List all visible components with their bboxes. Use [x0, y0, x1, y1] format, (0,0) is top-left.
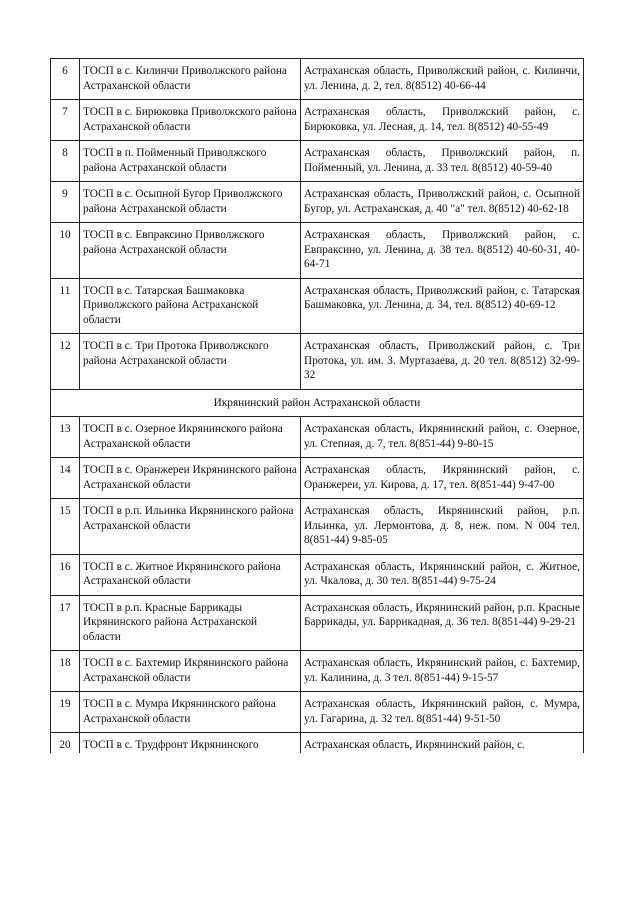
table-row [51, 278, 584, 334]
row-number: 12 [51, 334, 80, 390]
row-number: 13 [51, 417, 80, 458]
office-address: Астраханская область, Икрянинский район, с. [301, 733, 584, 753]
table-row [51, 100, 584, 141]
table-row [51, 692, 584, 733]
office-address: Астраханская область, Приволжский район, с. Килинчи, ул. Ленина, д. 2, тел. 8(8512) 40-66-44 [301, 59, 584, 100]
table-row [51, 595, 584, 651]
office-address: Астраханская область, Икрянинский район, с. Житное, ул. Чкалова, д. 30 тел. 8(851-44) 9-75-24 [301, 554, 584, 595]
row-number: 17 [51, 595, 80, 651]
row-number: 19 [51, 692, 80, 733]
table-row [51, 733, 584, 753]
office-address: Астраханская область, Икрянинский район, с. Мумра, ул. Гагарина, д. 32 тел. 8(851-44) 9-51-50 [301, 692, 584, 733]
section-title: Икрянинский район Астраханской области [51, 389, 584, 417]
row-number: 9 [51, 182, 80, 223]
row-number: 14 [51, 458, 80, 499]
office-name: ТОСП в с. Бирюковка Приволжского района Астраханской области [80, 100, 301, 141]
table-row [51, 458, 584, 499]
office-name: ТОСП в с. Оранжереи Икрянинского района Астраханской области [80, 458, 301, 499]
table-row [51, 223, 584, 279]
office-name: ТОСП в с. Евпраксино Приволжского района Астраханской области [80, 223, 301, 279]
table-row [51, 141, 584, 182]
office-name: ТОСП в с. Килинчи Приволжского района Астраханской области [80, 59, 301, 100]
office-name: ТОСП в п. Пойменный Приволжского района Астраханской области [80, 141, 301, 182]
office-name: ТОСП в с. Мумра Икрянинского района Астраханской области [80, 692, 301, 733]
table-row [51, 182, 584, 223]
table-row [51, 554, 584, 595]
office-name: ТОСП в с. Бахтемир Икрянинского района Астраханской области [80, 651, 301, 692]
office-address: Астраханская область, Икрянинский район, с. Бахтемир, ул. Калинина, д. 3 тел. 8(851-44) 9-15-57 [301, 651, 584, 692]
office-name: ТОСП в с. Татарская Башмаковка Приволжского района Астраханской области [80, 278, 301, 334]
row-number: 7 [51, 100, 80, 141]
office-name: ТОСП в с. Трудфронт Икрянинского [80, 733, 301, 753]
office-address: Астраханская область, Икрянинский район, с. Озерное, ул. Степная, д. 7, тел. 8(851-44) 9-80-15 [301, 417, 584, 458]
office-address: Астраханская область, Приволжский район, с. Осыпной Бугор, ул. Астраханская, д. 40 "а" тел. 8(8512) 40-62-18 [301, 182, 584, 223]
tosp-table [50, 58, 584, 753]
office-address: Астраханская область, Приволжский район, с. Бирюковка, ул. Лесная, д. 14, тел. 8(8512) 40-55-49 [301, 100, 584, 141]
row-number: 10 [51, 223, 80, 279]
office-address: Астраханская область, Икрянинский район, р.п. Красные Баррикады, ул. Баррикадная, д. 36 тел. 8(851-44) 9-29-21 [301, 595, 584, 651]
office-name: ТОСП в р.п. Красные Баррикады Икрянинского района Астраханской области [80, 595, 301, 651]
office-address: Астраханская область, Икрянинский район, р.п. Ильинка, ул. Лермонтова, д. 8, неж. пом. N 004 тел. 8(851-44) 9-85-05 [301, 499, 584, 555]
office-name: ТОСП в с. Осыпной Бугор Приволжского района Астраханской области [80, 182, 301, 223]
table-section [51, 389, 584, 417]
table-row [51, 59, 584, 100]
section-row [51, 389, 584, 417]
office-address: Астраханская область, Приволжский район, с. Три Протока, ул. им. З. Муртазаева, д. 20 тел. 8(8512) 32-99-32 [301, 334, 584, 390]
office-name: ТОСП в с. Озерное Икрянинского района Астраханской области [80, 417, 301, 458]
office-address: Астраханская область, Икрянинский район, с. Оранжереи, ул. Кирова, д. 17, тел. 8(851-44) 9-47-00 [301, 458, 584, 499]
row-number: 16 [51, 554, 80, 595]
row-number: 8 [51, 141, 80, 182]
office-address: Астраханская область, Приволжский район, с. Евпраксино, ул. Ленина, д. 38 тел. 8(8512) 40-60-31, 40-64-71 [301, 223, 584, 279]
office-name: ТОСП в с. Три Протока Приволжского района Астраханской области [80, 334, 301, 390]
table-body-top [51, 59, 584, 390]
table-row [51, 651, 584, 692]
row-number: 11 [51, 278, 80, 334]
row-number: 20 [51, 733, 80, 753]
office-name: ТОСП в с. Житное Икрянинского района Астраханской области [80, 554, 301, 595]
table-body-bottom [51, 417, 584, 753]
row-number: 6 [51, 59, 80, 100]
office-address: Астраханская область, Приволжский район, п. Пойменный, ул. Ленина, д. 33 тел. 8(8512) 40-59-40 [301, 141, 584, 182]
office-name: ТОСП в р.п. Ильинка Икрянинского района Астраханской области [80, 499, 301, 555]
row-number: 15 [51, 499, 80, 555]
table-row [51, 417, 584, 458]
row-number: 18 [51, 651, 80, 692]
table-row [51, 334, 584, 390]
document-page [50, 58, 584, 753]
office-address: Астраханская область, Приволжский район, с. Татарская Башмаковка, ул. Ленина, д. 34, тел. 8(8512) 40-69-12 [301, 278, 584, 334]
table-row [51, 499, 584, 555]
